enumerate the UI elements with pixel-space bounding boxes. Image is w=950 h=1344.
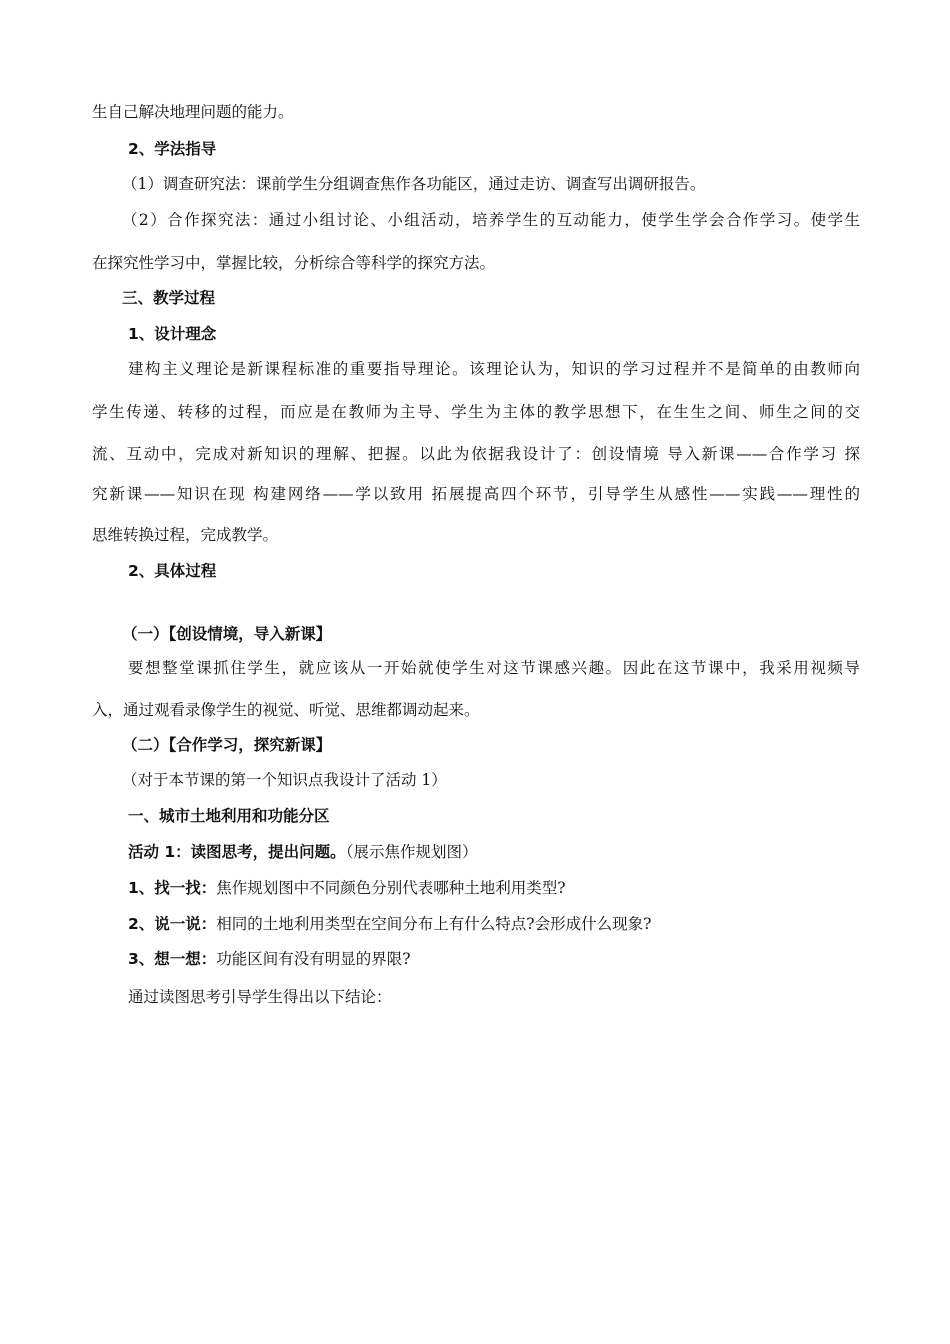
section-heading: 1、设计理念 xyxy=(128,325,217,343)
section-heading: （一）【创设情境，导入新课】 xyxy=(122,625,332,643)
question-line xyxy=(128,878,860,898)
paragraph-line: 入，通过观看录像学生的视觉、听觉、思维都调动起来。 xyxy=(92,701,480,719)
question-text: 相同的土地利用类型在空间分布上有什么特点?会形成什么现象? xyxy=(216,915,652,933)
activity-line xyxy=(128,842,860,862)
paragraph-line: （1）调查研究法：课前学生分组调查焦作各功能区，通过走访、调查写出调研报告。 xyxy=(122,175,706,193)
section-heading: 2、学法指导 xyxy=(128,140,217,158)
question-label: 1、找一找： xyxy=(128,879,217,897)
paragraph-line: 思维转换过程，完成教学。 xyxy=(92,526,279,544)
paragraph-line: 在探究性学习中，掌握比较，分析综合等科学的探究方法。 xyxy=(92,254,496,272)
section-heading: （二）【合作学习，探究新课】 xyxy=(122,736,332,754)
question-text: 功能区间有没有明显的界限? xyxy=(216,950,411,968)
paragraph-line: （对于本节课的第一个知识点我设计了活动 1） xyxy=(122,771,447,789)
question-label: 2、说一说： xyxy=(128,915,217,933)
question-text: 焦作规划图中不同颜色分别代表哪种土地利用类型? xyxy=(216,879,566,897)
paragraph-line: 建构主义理论是新课程标准的重要指导理论。该理论认为，知识的学习过程并不是简单的由教师向 xyxy=(128,360,860,378)
section-heading: 一、城市土地利用和功能分区 xyxy=(128,807,330,825)
section-heading: 2、具体过程 xyxy=(128,562,217,580)
paragraph-line: （2）合作探究法：通过小组讨论、小组活动，培养学生的互动能力，使学生学会合作学习。使学生 xyxy=(122,211,860,229)
question-line xyxy=(128,949,860,969)
question-label: 3、想一想： xyxy=(128,950,217,968)
paragraph-line: 要想整堂课抓住学生，就应该从一开始就使学生对这节课感兴趣。因此在这节课中，我采用视频导 xyxy=(128,659,860,677)
paragraph-line: 生自己解决地理问题的能力。 xyxy=(92,103,294,121)
question-line xyxy=(128,914,860,934)
section-heading: 三、教学过程 xyxy=(122,289,216,307)
activity-label: 活动 1：读图思考，提出问题。 xyxy=(128,843,346,861)
paragraph-line: 通过读图思考引导学生得出以下结论： xyxy=(128,988,392,1006)
paragraph-line: 学生传递、转移的过程，而应是在教师为主导、学生为主体的教学思想下，在生生之间、师生之间的交 xyxy=(92,403,860,421)
activity-text: （展示焦作规划图） xyxy=(345,843,478,861)
paragraph-line: 究新课——知识在现 构建网络——学以致用 拓展提高四个环节，引导学生从感性——实践——理性的 xyxy=(92,485,860,503)
paragraph-line: 流、互动中，完成对新知识的理解、把握。以此为依据我设计了：创设情境 导入新课——合作学习 探 xyxy=(92,445,860,463)
